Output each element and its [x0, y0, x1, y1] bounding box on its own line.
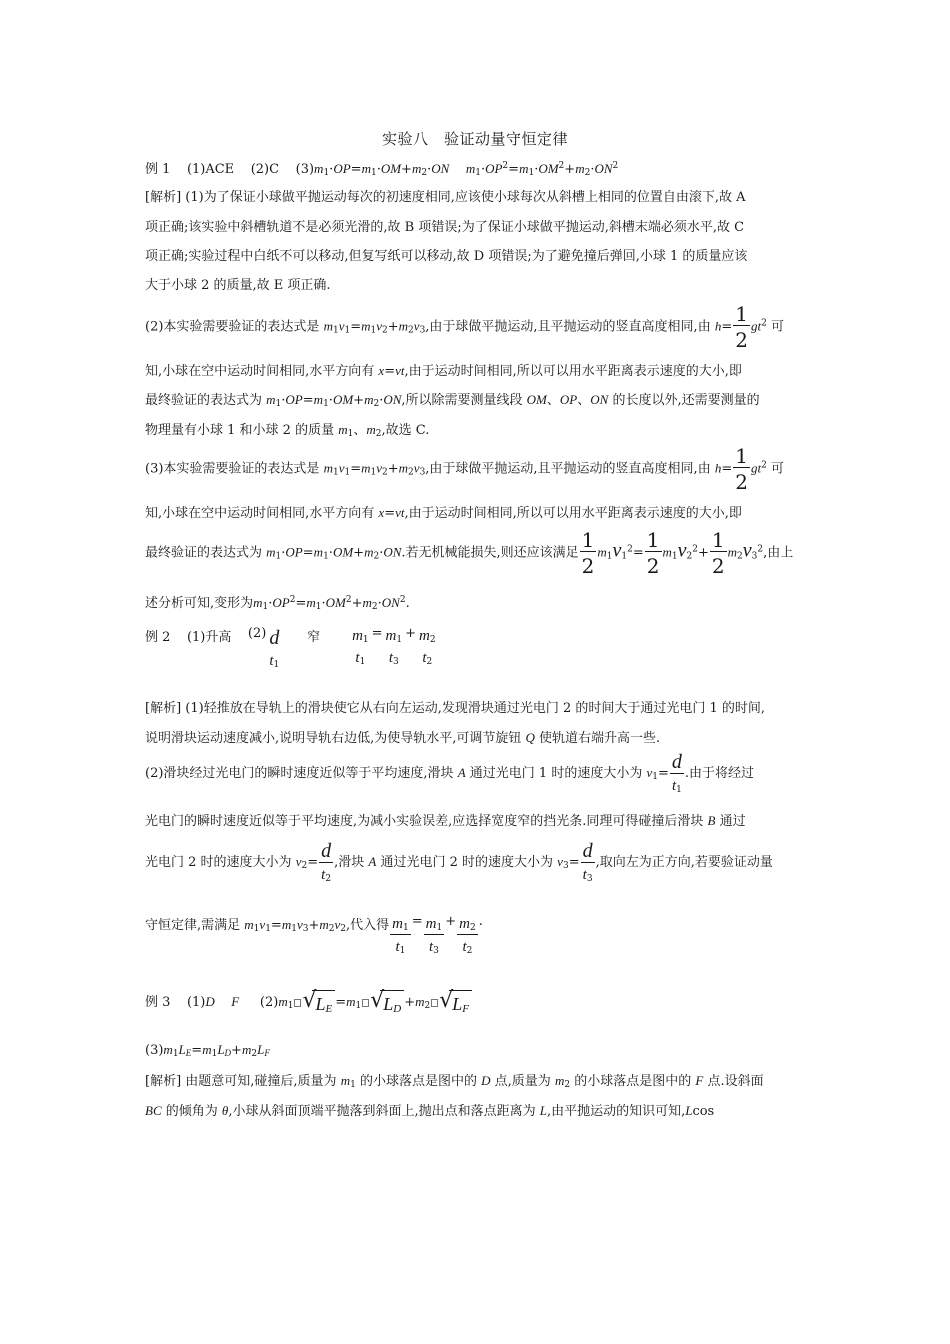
- analysis-line: (2)滑块经过光电门的瞬时速度近似等于平均速度,滑块 A 通过光电门 1 时的速度大小为 $v_1=$ $\frac{d}{t_1}$ .由于将经过: [145, 751, 755, 795]
- example-2-label: 例 2: [145, 630, 171, 645]
- example-2-answer-narrow: 窄: [307, 630, 321, 645]
- analysis-line: 述分析可知,变形为$m_1\cdot OP^2=m_1\cdot OM^2+m_2\cdot ON^2$.: [145, 595, 410, 612]
- page-title: 实验八 验证动量守恒定律: [381, 130, 568, 148]
- analysis-line: 光电门 2 时的速度大小为 $v_2=$ $\frac{d}{t_2}$ ,滑块 A 通过光电门 2 时的速度大小为 $v_3=$ $\frac{d}{t_3}$ ,取向左为正方向,若要验证动量: [145, 840, 773, 884]
- placeholder-box-icon: [362, 999, 369, 1007]
- fraction-half: $\frac{1}{2}$: [581, 528, 595, 578]
- fraction-m1-t3: $\frac{m_1}{t_3}$: [425, 916, 443, 956]
- example-1-answer-3: $(3)m_1\cdot OP=m_1\cdot OM+m_2\cdot ON$ $m_1\cdot OP^2=m_1\cdot OM^2+m_2\cdot ON^2$: [295, 161, 619, 178]
- placeholder-box-icon: [431, 999, 438, 1007]
- fraction-half: $\frac{1}{2}$: [735, 302, 748, 352]
- fraction-d-over-t1: $\frac{d}{t_1}$: [671, 751, 682, 795]
- example-1-label: 例 1: [145, 162, 171, 177]
- analysis-line: BC 的倾角为 θ,小球从斜面顶端平抛落到斜面上,抛出点和落点距离为 L,由平抛运动的知识可知,Lcos: [145, 1103, 715, 1119]
- example-1-answers: [145, 158, 618, 178]
- example-2-answers: 例 2 (1)升高 (2) d $t_1$ 窄 $m_1$ $t_1$ = $m_1$ $t_3$ + $m_2$ $t_2$: [145, 626, 436, 670]
- analysis-line: 大于小球 2 的质量,故 E 项正确.: [145, 278, 331, 293]
- example-3-label: 例 3: [145, 995, 171, 1010]
- analysis-line: 知,小球在空中运动时间相同,水平方向有 x=vt,由于运动时间相同,所以可以用水平距离表示速度的大小,即: [145, 505, 742, 521]
- fraction-half: $\frac{1}{2}$: [646, 528, 660, 578]
- fraction-d-over-t1: d $t_1$: [269, 627, 280, 670]
- fraction-m1-t1: $\frac{m_1}{t_1}$: [392, 916, 409, 956]
- sqrt-LD: √ $L_D$: [370, 990, 404, 1015]
- analysis-line: 最终验证的表达式为 $m_1\cdot OP=m_1\cdot OM+m_2\cdot ON$.若无机械能损失,则还应该满足 $\frac{1}{2}$ $m_1v_1^2=$ $\frac{1}{2}$ $m_1v_2^2+$ $\frac{1}{2}$ $m_2v_3^2$,由上: [145, 528, 794, 578]
- fraction-half: $\frac{1}{2}$: [711, 528, 725, 578]
- fraction-m1-t1: $m_1$ $t_1$: [352, 628, 369, 667]
- analysis-line: 光电门的瞬时速度近似等于平均速度,为减小实验误差,应选择宽度窄的挡光条.同理可得碰撞后滑块 B 通过: [145, 813, 746, 829]
- example-1-answer-2: (2)C: [250, 162, 280, 177]
- fraction-d-over-t2: $\frac{d}{t_2}$: [321, 840, 332, 884]
- example-3-answer-3: $(3)m_1L_E=m_1L_D+m_2L_F$: [145, 1042, 270, 1059]
- fraction-m2-t2: $m_2$ $t_2$: [419, 628, 436, 667]
- analysis-line: [解析] 由题意可知,碰撞后,质量为 $m_1$ 的小球落点是图中的 D 点,质量为 $m_2$ 的小球落点是图中的 F 点.设斜面: [145, 1073, 764, 1090]
- sqrt-LF: √ $L_F$: [439, 990, 472, 1015]
- analysis-tag: [解析]: [145, 1074, 182, 1089]
- analysis-line: (3)本实验需要验证的表达式是 $m_1v_1=m_1v_2+m_2v_3$,由于球做平抛运动,且平抛运动的竖直高度相同,由 h= $\frac{1}{2}$ $gt^2$ 可: [145, 444, 784, 494]
- fraction-d-over-t3: $\frac{d}{t_3}$: [582, 840, 593, 884]
- analysis-line: 项正确;该实验中斜槽轨道不是必须光滑的,故 B 项错误;为了保证小球做平抛运动,斜槽末端必须水平,故 C: [145, 220, 745, 235]
- analysis-line: 项正确;实验过程中白纸不可以移动,但复写纸可以移动,故 D 项错误;为了避免撞后弹回,小球 1 的质量应该: [145, 249, 748, 264]
- analysis-line: 知,小球在空中运动时间相同,水平方向有 x=vt,由于运动时间相同,所以可以用水平距离表示速度的大小,即: [145, 363, 742, 379]
- example-3-answers: 例 3 (1)D F $(2)m_1$ √ $L_E =m_1$ √ $L_D +m_2$ √ $L_F$: [145, 990, 472, 1015]
- analysis-line: 守恒定律,需满足 $m_1v_1=m_1v_3+m_2v_2$,代入得 $\frac{m_1}{t_1}$ = $\frac{m_1}{t_3}$ + $\frac{m_2}{t_2}$ .: [145, 914, 483, 956]
- analysis-line: [解析] (1)轻推放在导轨上的滑块使它从右向左运动,发现滑块通过光电门 2 的时间大于通过光电门 1 的时间,: [145, 701, 766, 716]
- sqrt-LE: √ $L_E$: [302, 990, 335, 1015]
- analysis-line: 说明滑块运动速度减小,说明导轨右边低,为使导轨水平,可调节旋钮 Q 使轨道右端升高一些.: [145, 730, 661, 746]
- analysis-line: 最终验证的表达式为 $m_1\cdot OP=m_1\cdot OM+m_2\cdot ON$,所以除需要测量线段 OM、OP、ON 的长度以外,还需要测量的: [145, 392, 760, 409]
- fraction-m2-t2: $\frac{m_2}{t_2}$: [459, 916, 476, 956]
- analysis-line: (2)本实验需要验证的表达式是 $m_1v_1=m_1v_2+m_2v_3$,由于球做平抛运动,且平抛运动的竖直高度相同,由 h= $\frac{1}{2}$ $gt^2$ 可: [145, 302, 784, 352]
- analysis-line: [解析] (1)为了保证小球做平抛运动每次的初速度相同,应该使小球每次从斜槽上相同的位置自由滚下,故 A: [145, 190, 746, 205]
- fraction-half: $\frac{1}{2}$: [735, 444, 748, 494]
- analysis-tag: [解析]: [145, 190, 182, 205]
- fraction-m1-t3: $m_1$ $t_3$: [385, 628, 403, 667]
- example-1-answer-1: (1)ACE: [186, 162, 235, 177]
- example-2-answer-1: (1)升高: [186, 630, 232, 645]
- placeholder-box-icon: [294, 999, 301, 1007]
- analysis-tag: [解析]: [145, 701, 182, 716]
- analysis-line: 物理量有小球 1 和小球 2 的质量 $m_1$、$m_2$,故选 C.: [145, 422, 430, 439]
